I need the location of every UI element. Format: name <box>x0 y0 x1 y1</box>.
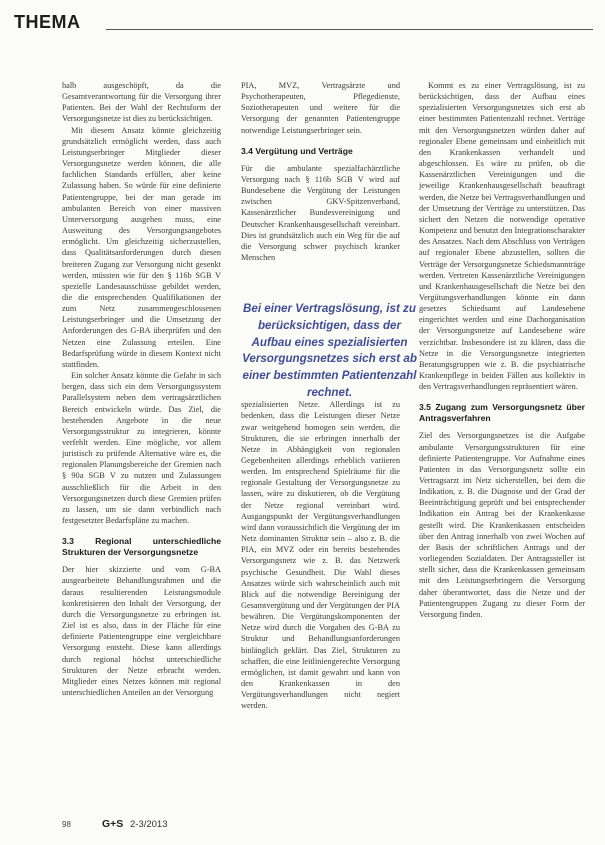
paragraph: Für die ambulante spezialfachärztliche Versorgung nach § 116b SGB V wird auf Bundesebene die Vergütung der Leistungen zwischen GKV-Spitzenverband, Kassenärztlicher Bundesvereinigung und Deutscher Krankenhausgesellschaft vereinbart. Dies ist grundsätzlich auch ein Weg für die auf die Versorgung schwer psychisch kranker Menschen <box>241 163 400 263</box>
pull-quote: Bei einer Vertragslösung, ist zu berücksichtigen, dass der Aufbau eines spezialisierten Versorgungsnetzes sich erst ab einer bestimmten Patientenzahl rechnet. <box>242 302 417 399</box>
text-column-right <box>419 80 585 816</box>
paragraph: PIA, MVZ, Vertragsärzte und Psychotherapeuten, Pflegedienste, Soziotherapeuten und weitere für die Versorgung der genannten Patientengruppe notwendige Leistungserbringer sein. <box>241 81 400 135</box>
page-number: 98 <box>62 820 71 829</box>
paragraph: Der hier skizzierte und vom G-BA ausgearbeitete Behandlungsrahmen und die daraus resultierenden Leistungsmodule konkretisieren den Inhalt der Versorgung, der durch die Versorgungsnetze zu erbringen ist. Ziel ist es also, dass in der Fläche für eine definierte Patientengruppe eine vergleichbare Versorgung entsteht. Diese kann allerdings durch regional höchst unterschiedliche Strukturen der Netze erbracht werden. Mitglieder eines Netzes können mit regional unterschiedlichen Anteilen an der Versorgung <box>62 565 221 697</box>
page-footer <box>62 818 585 832</box>
section-label: THEMA <box>14 12 81 32</box>
header-rule <box>106 29 593 30</box>
paragraph: Mit diesem Ansatz könnte gleichzeitig grundsätzlich ermöglicht werden, dass auch Leistungserbringer Mitglieder dieser Versorgungsnetze werden können, die alle fachlichen Standards erfüllen, aber keine Zulassung haben. So würde für eine definierte Patientengruppe, bei der man gerade im ambulanten Bereich von einer massiven Unterversorgung ausgehen muss, eine Ausweitung des Versorgungsangebotes ermöglicht. Um gleichzeitig sicherzustellen, dass Qualitätsanforderungen durch diesen breiteren Zugang zur Versorgung nicht gesenkt werden, müssten wie für den § 116b SGB V spezielle Landesausschüsse gebildet werden, die die entsprechenden Qualifikationen der zum Netz zusammengeschlossenen Leistungserbringer und die Umsetzung der Anforderungen des G-BA überprüfen und den Netzen eine Zulassung erteilen. Eine Bedarfsprüfung würde in diesem Kontext nicht stattfinden. <box>62 125 221 369</box>
publication-name: G+S <box>102 818 124 830</box>
section-heading: 3.5 Zugang zum Versorgungsnetz über Antragsverfahren <box>419 402 585 424</box>
section-heading: 3.4 Vergütung und Verträge <box>241 145 353 156</box>
paragraph: Kommt es zu einer Vertragslösung, ist zu berücksichtigen, dass der Aufbau eines spezialisierten Versorgungsnetzes sich erst ab einer bestimmten Patientenzahl rechnet. Verträge mit den Versorgungsnetzen würden daher auf regionaler Ebene gemeinsam und einheitlich mit den Krankenkassen verhandelt und abgeschlossen. Es wäre zu prüfen, ob die Kassenärztlichen Vereinigungen und die jeweilige Krankenhausgesellschaft beauftragt werden, die Netze bei Vertragsverhandlungen und der Umsetzung der Verträge zu unterstützen. Das sichert den Netzen die notwendige operative Kompetenz und benutzt den Integrationscharakter des Ansatzes. Nach dem Abschluss von Verträgen auf regionaler Ebene abzustellen, sollten die Verträge der Versorgungsnetze Schiedsmannträge werden. Vertreten Kassenärztliche Vereinigungen und Krankenhausgesellschaft die Netze bei den Vergütungsverhandlungen könnte ein dann gesetzes Schiedsamt auf Landesebene eingerichtet werden und eine Dachorganisation der Versorgungsnetze auf Landesebene wäre verzichtbar. Insbesondere ist zu klären, dass die Netze in die Versorgungsnetze integrierten Beratungsgruppen wie z. B. die psychiatrische Krankenpflege in beiden Fällen aus kollektiv in den Vertragsverhandlungen repräsentiert wären. <box>419 81 585 392</box>
paragraph: spezialisierten Netze. Allerdings ist zu bedenken, dass die Leistungen dieser Netze zwar weitgehend homogen sein werden, die Strukturen, die sie erbringen innerhalb der Netze in Abhängigkeit von regionalen Gegebenheiten allerdings erheblich variieren werden. Im entsprechend Spielräume für die regionale Gestaltung der Versorgungsnetze zu lassen, wäre zu diskutieren, ob die Vergütung der Netze regional vereinbart wird. Ausgangspunkt der Vergütungsverhandlungen wird dann voraussichtlich die Vergütung der im Netz dominanten Struktur sein – also z. B. die PIA, ein MVZ oder ein bereits bestehendes Versorgungsnetz wie z. B. das Netzwerk psychische Gesundheit. Die Wahl dieses Ansatzes würde sich wahrscheinlich auch mit Blick auf die notwendige Bereinigung der Gesamtvergütung und der Vergütungen der PIA bewähren. Die Vergütungskomponenten der Netze wird durch die Vorgaben des G-BA zu Struktur und Behandlungsanforderungen hinlänglich geklärt. Das Ziel, Strukturen zu schaffen, die eine leitliniengerechte Versorgung ermöglichen, ist damit gewahrt und kann von den Krankenkassen in den Vergütungsverhandlungen nicht negiert werden. <box>241 400 400 711</box>
section-heading: 3.3 Regional unterschiedliche Strukturen der Versorgungsnetze <box>62 536 221 558</box>
text-column-middle <box>241 80 400 816</box>
paragraph: Ziel des Versorgungsnetzes ist die Aufgabe ambulante Versorgungsstrukturen für eine definierte Patientengruppe. Vor Aufnahme eines Patienten in das Versorgungsnetz sollte ein Vertragsarzt im Netz sicherstellen, bei dem die Indikation, z. B. die Diagnose und der Grad der Beeinträchtigung geprüft und bei entsprechender Indikation ein Antrag bei der Krankenkasse gestellt wird. Die Krankenkassen entscheiden über den Antrag innerhalb von zwei Wochen auf der Basis der schriftlichen Antrags und der vorliegenden Sozialdaten. Der Antragssteller ist stellt sicher, dass die Krankenkassen gemeinsam mit den Leistungserbringern die Versorgung daher überantwortet, dass die Netze und der Patientengruppen Zugang zu dieser Form der Versorgung finden. <box>419 431 585 619</box>
text-column-left <box>62 80 221 816</box>
page-header <box>14 12 593 32</box>
publication-issue: 2-3/2013 <box>130 819 168 830</box>
paragraph: halb ausgeschöpft, da die Gesamtverantwortung für die Versorgung ihrer Patienten. Bei der Wahl der Rechtsform der Versorgungsnetze ist dies zu berücksichtigen. <box>62 81 221 124</box>
paragraph: Ein solcher Ansatz könnte die Gefahr in sich bergen, dass sich ein dem Versorgungssystem Parallelsystem neben dem vertragsärztlichen Bereich entwickeln würde. Das Ziel, die bestehenden Angebote in die neue Versorgungsstruktur zu integrieren, könnte verfehlt werden. Eine mögliche, vor allem juristisch zu prüfende Alternative wäre es, die regionalen Planungsbereiche der Gremien nach § 90a SGB V zu nutzen und Zulassungen ausschließlich für die Arbeit in den Versorgungsnetzen durch diese Gremien prüfen zu lassen, um sie dann verbindlich nach festgesetzter Bedarfspläne zu machen. <box>62 371 221 526</box>
